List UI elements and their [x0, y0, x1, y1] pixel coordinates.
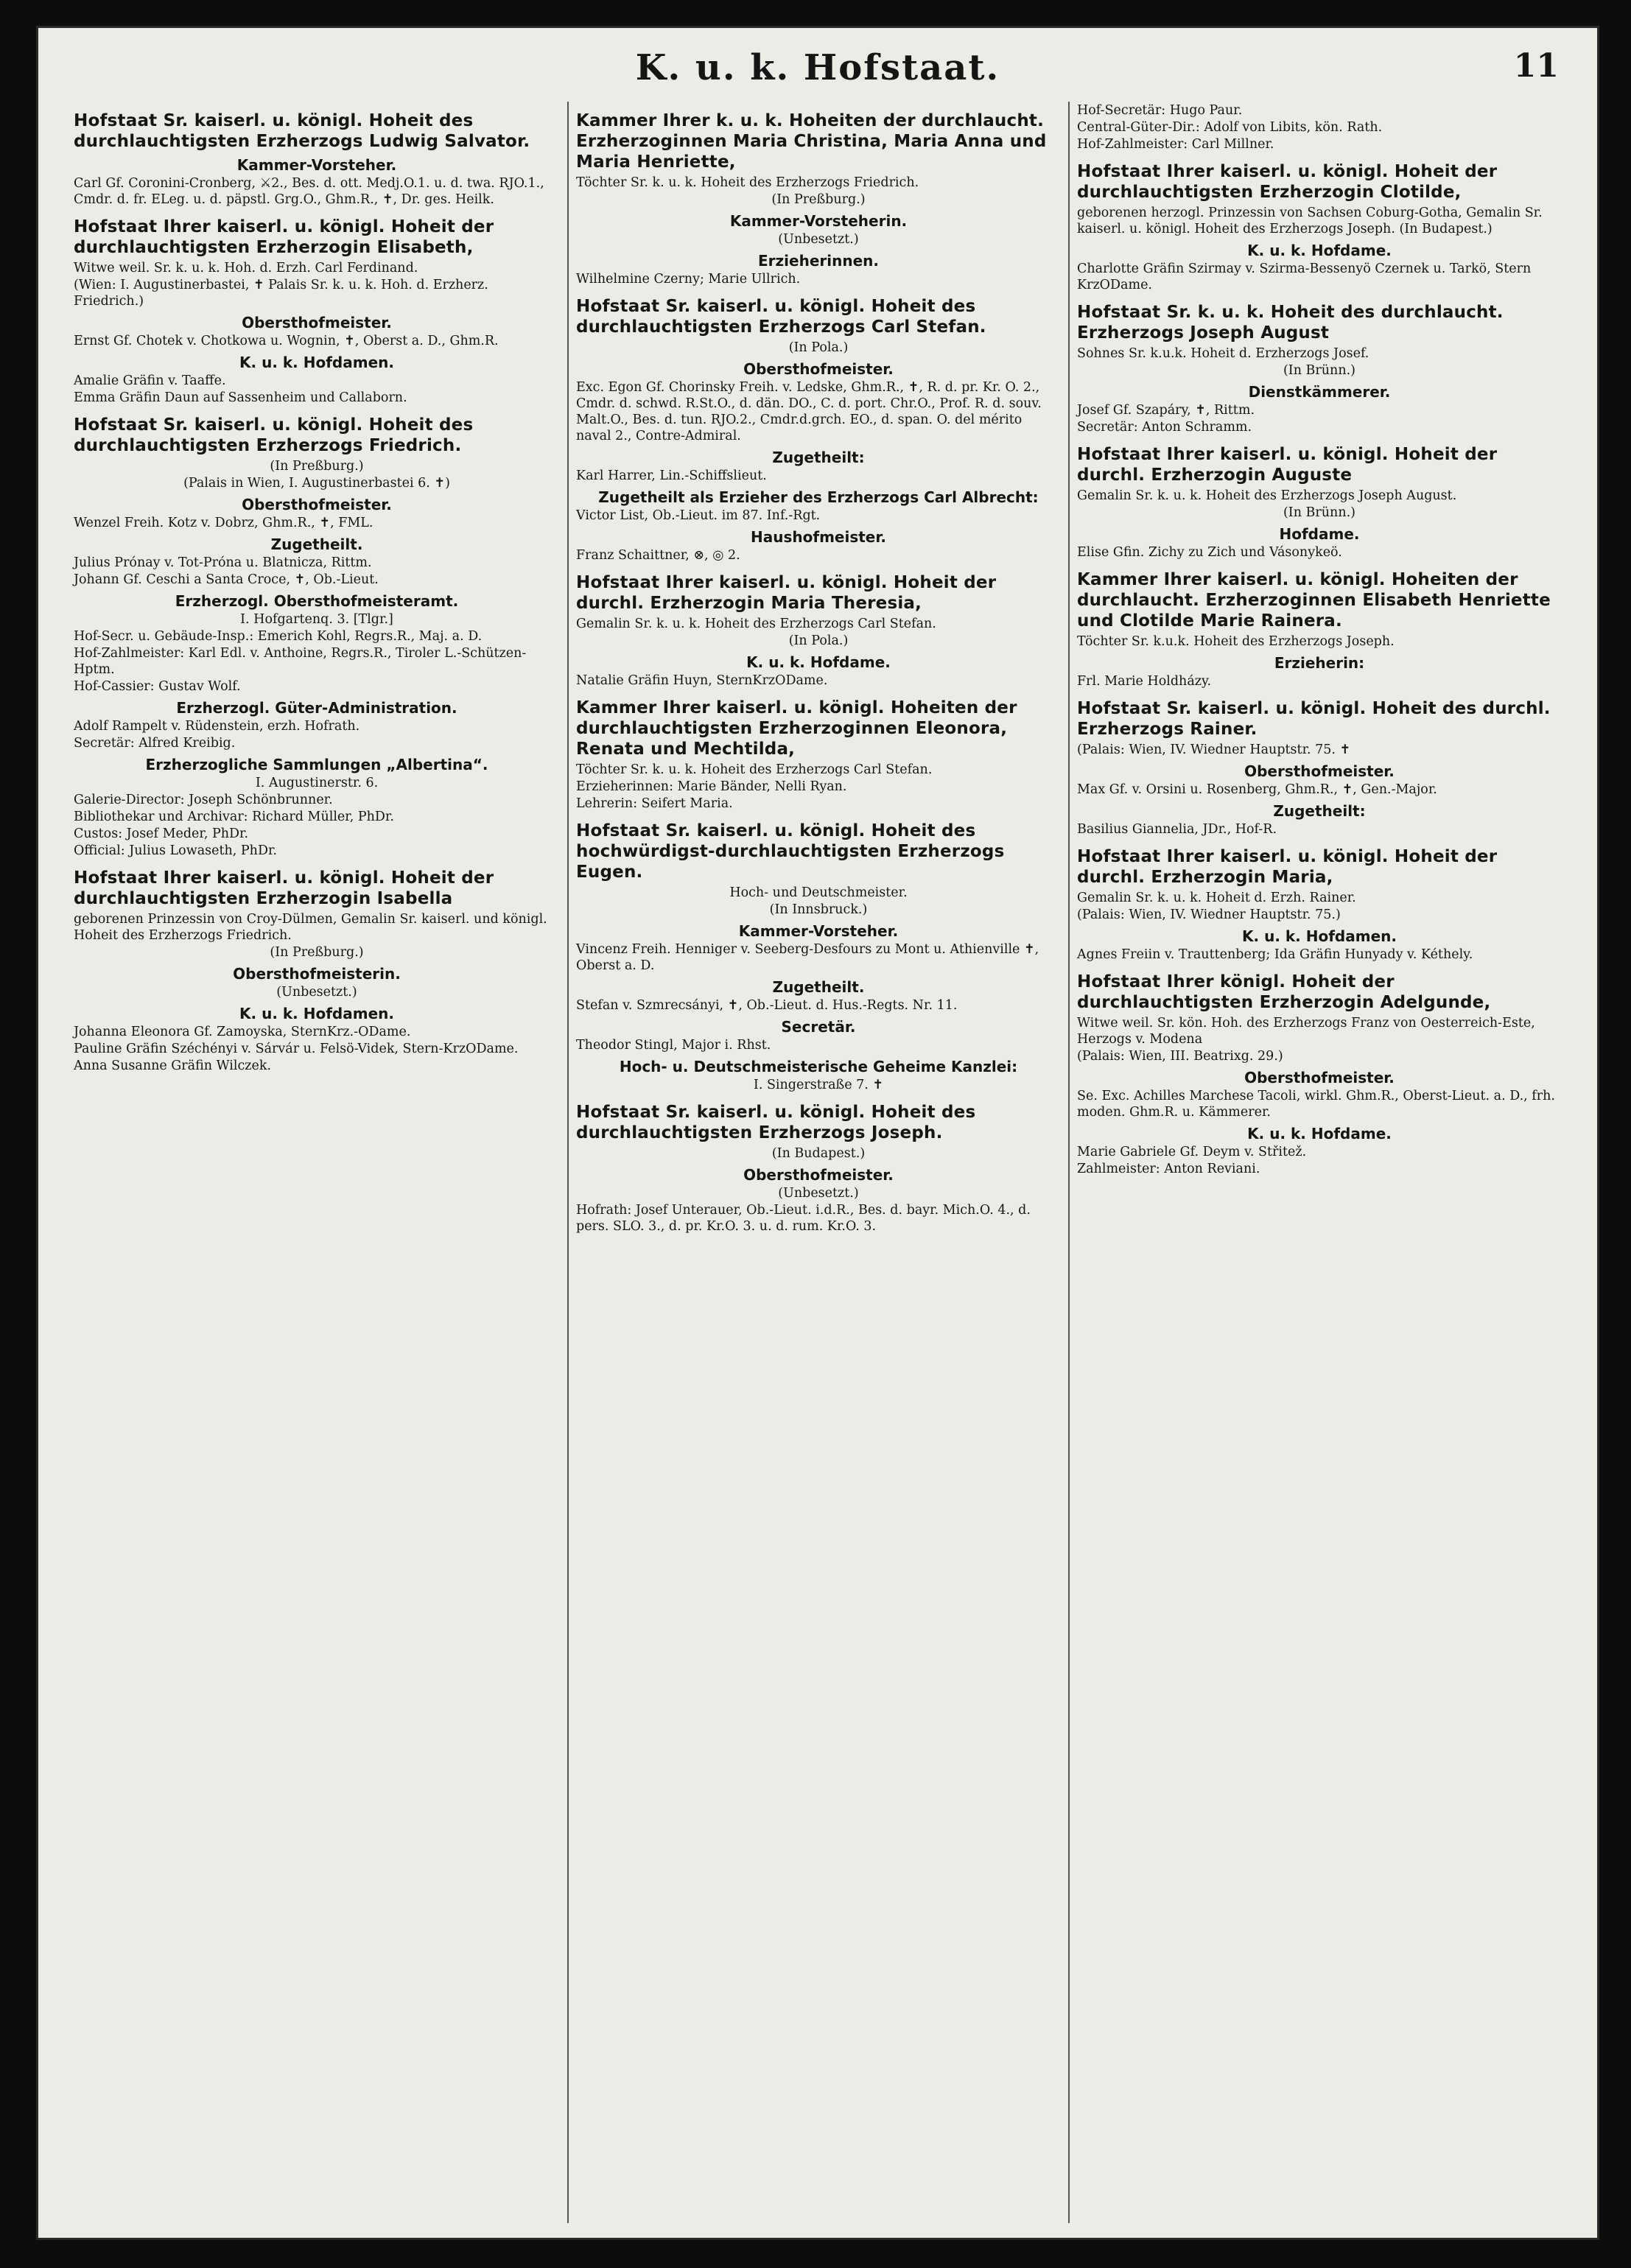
section-subheading: Hoch- u. Deutschmeisterische Geheime Kanzlei:: [619, 1058, 1018, 1075]
page: [38, 28, 1597, 2238]
entry-text: Töchter Sr. k.u.k. Hoheit des Erzherzogs Joseph.: [1077, 634, 1395, 649]
section-subheading: K. u. k. Hofdame.: [746, 653, 891, 671]
section-heading: Hofstaat Ihrer königl. Hoheit der durchlauchtigsten Erzherzogin Adelgunde,: [1077, 972, 1491, 1012]
entry-text: Max Gf. v. Orsini u. Rosenberg, Ghm.R., ✝, Gen.-Major.: [1077, 782, 1437, 797]
entry-text: Victor List, Ob.-Lieut. im 87. Inf.-Rgt.: [576, 508, 821, 523]
entry-text: Erzieherinnen: Marie Bänder, Nelli Ryan.: [576, 779, 847, 794]
section-heading: Hofstaat Ihrer kaiserl. u. königl. Hoheit der durchlauchtigsten Erzherzogin Elisabeth,: [74, 217, 494, 257]
section-heading: Hofstaat Ihrer kaiserl. u. königl. Hoheit der durchl. Erzherzogin Auguste: [1077, 445, 1498, 485]
note-text: (In Brünn.): [1283, 505, 1355, 520]
entry-text: Natalie Gräfin Huyn, SternKrzODame.: [576, 673, 828, 688]
section-heading: Hofstaat Sr. kaiserl. u. königl. Hoheit des durchlauchtigsten Erzherzogs Carl Stefan.: [576, 297, 986, 337]
section-heading: Hofstaat Ihrer kaiserl. u. königl. Hoheit der durchlauchtigsten Erzherzogin Clotilde,: [1077, 162, 1498, 202]
entry-text: Theodor Stingl, Major i. Rhst.: [576, 1038, 771, 1053]
note-text: (In Budapest.): [771, 1146, 866, 1161]
entry-text: (Palais: Wien, IV. Wiedner Hauptstr. 75. ✝: [1077, 742, 1351, 757]
section-heading: Hofstaat Sr. kaiserl. u. königl. Hoheit des durchlauchtigsten Erzherzogs Ludwig Salvator.: [74, 111, 530, 151]
entry-text: Töchter Sr. k. u. k. Hoheit des Erzherzogs Friedrich.: [576, 175, 919, 190]
note-text: (In Pola.): [788, 340, 849, 355]
section-heading: Hofstaat Ihrer kaiserl. u. königl. Hoheit der durchl. Erzherzogin Maria,: [1077, 847, 1498, 887]
section-subheading: Zugetheilt als Erzieher des Erzherzogs Carl Albrecht:: [598, 488, 1039, 506]
section-subheading: Kammer-Vorsteher.: [738, 922, 899, 940]
entry-text: Franz Schaittner, ⊗, ◎ 2.: [576, 548, 740, 563]
entry-text: Stefan v. Szmrecsányi, ✝, Ob.-Lieut. d. Hus.-Regts. Nr. 11.: [576, 998, 958, 1013]
section-heading: Hofstaat Ihrer kaiserl. u. königl. Hoheit der durchl. Erzherzogin Maria Theresia,: [576, 573, 997, 613]
entry-text: Galerie-Director: Joseph Schönbrunner.: [74, 793, 333, 807]
entry-text: Witwe weil. Sr. k. u. k. Hoh. d. Erzh. Carl Ferdinand.: [74, 261, 418, 275]
entry-text: (Palais: Wien, IV. Wiedner Hauptstr. 75.): [1077, 907, 1341, 922]
note-text: (In Innsbruck.): [769, 902, 868, 917]
entry-text: Anna Susanne Gräfin Wilczek.: [74, 1058, 272, 1073]
column-1: [66, 102, 567, 2223]
note-text: (Unbesetzt.): [778, 1186, 859, 1201]
entry-text: Secretär: Anton Schramm.: [1077, 420, 1252, 435]
text-columns: [66, 102, 1569, 2223]
section-subheading: Obersthofmeister.: [743, 1166, 894, 1184]
section-heading: Hofstaat Sr. kaiserl. u. königl. Hoheit des durchl. Erzherzogs Rainer.: [1077, 699, 1551, 739]
section-heading: Hofstaat Sr. kaiserl. u. königl. Hoheit des hochwürdigst-durchlauchtigsten Erzherzogs Eugen.: [576, 821, 1005, 882]
entry-text: Central-Güter-Dir.: Adolf von Libits, kön. Rath.: [1077, 120, 1383, 135]
entry-text: Witwe weil. Sr. kön. Hoh. des Erzherzogs Franz von Oesterreich-Este, Herzogs v. Modena: [1077, 1016, 1535, 1047]
note-text: Hoch- und Deutschmeister.: [729, 885, 908, 900]
note-text: (In Preßburg.): [270, 459, 364, 474]
entry-text: Elise Gfin. Zichy zu Zich und Vásonykeö.: [1077, 545, 1342, 560]
entry-text: Official: Julius Lowaseth, PhDr.: [74, 843, 277, 858]
note-text: (In Brünn.): [1283, 363, 1355, 378]
entry-text: Hof-Secretär: Hugo Paur.: [1077, 103, 1243, 118]
entry-text: Wilhelmine Czerny; Marie Ullrich.: [576, 272, 801, 287]
running-title: K. u. k. Hofstaat.: [635, 47, 1000, 88]
section-subheading: Kammer-Vorsteherin.: [729, 212, 908, 230]
section-subheading: K. u. k. Hofdamen.: [1242, 927, 1397, 945]
entry-text: geborenen herzogl. Prinzessin von Sachsen Coburg-Gotha, Gemalin Sr. kaiserl. u. königl. Hoheit des Erzherzogs Joseph. (In Budapest.): [1077, 206, 1543, 236]
page-header: [38, 41, 1597, 100]
entry-text: Johanna Eleonora Gf. Zamoyska, SternKrz.-ODame.: [74, 1025, 411, 1039]
entry-text: Agnes Freiin v. Trauttenberg; Ida Gräfin Hunyady v. Kéthely.: [1077, 947, 1473, 962]
entry-text: Frl. Marie Holdházy.: [1077, 674, 1212, 689]
section-subheading: Zugetheilt.: [270, 536, 363, 553]
section-subheading: Zugetheilt.: [772, 978, 865, 996]
address-text: I. Augustinerstr. 6.: [255, 776, 379, 790]
section-subheading: K. u. k. Hofdamen.: [239, 354, 394, 371]
entry-text: Töchter Sr. k. u. k. Hoheit des Erzherzogs Carl Stefan.: [576, 762, 933, 777]
section-subheading: Obersthofmeister.: [242, 314, 392, 331]
entry-text: Hof-Zahlmeister: Karl Edl. v. Anthoine, Regrs.R., Tiroler L.-Schützen-Hptm.: [74, 646, 527, 677]
section-subheading: K. u. k. Hofdame.: [1247, 242, 1392, 259]
section-subheading: Obersthofmeister.: [242, 496, 392, 513]
section-subheading: Haushofmeister.: [751, 528, 886, 546]
entry-text: Exc. Egon Gf. Chorinsky Freih. v. Ledske, Ghm.R., ✝, R. d. pr. Kr. O. 2., Cmdr. d. schwd. R.St.O., d. dän. DO., C. d. port. Chr.O., Prof. R. d. souv. Malt.O., Bes. d. tun. RJO.2., Cmdr.d.grch. EO., d. span. O. del mérito naval 2., Contre-Admiral.: [576, 380, 1042, 443]
entry-text: Julius Prónay v. Tot-Próna u. Blatnicza, Rittm.: [74, 555, 372, 570]
note-text: (Palais in Wien, I. Augustinerbastei 6. ✝): [183, 476, 450, 491]
note-text: (In Preßburg.): [270, 945, 364, 960]
entry-text: Hof-Cassier: Gustav Wolf.: [74, 679, 241, 694]
column-2: [567, 102, 1068, 2223]
entry-text: geborenen Prinzessin von Croy-Dülmen, Gemalin Sr. kaiserl. und königl. Hoheit des Erzherzogs Friedrich.: [74, 912, 547, 943]
entry-text: Bibliothekar und Archivar: Richard Müller, PhDr.: [74, 810, 394, 824]
entry-text: Ernst Gf. Chotek v. Chotkowa u. Wognin, ✝, Oberst a. D., Ghm.R.: [74, 334, 499, 348]
entry-text: Lehrerin: Seifert Maria.: [576, 796, 733, 811]
section-subheading: Erzherzogliche Sammlungen „Albertina“.: [145, 756, 488, 773]
section-heading: Hofstaat Sr. k. u. k. Hoheit des durchlaucht. Erzherzogs Joseph August: [1077, 303, 1504, 343]
note-text: (Unbesetzt.): [778, 232, 859, 247]
section-heading: Kammer Ihrer kaiserl. u. königl. Hoheiten der durchlaucht. Erzherzoginnen Elisabeth Henriette und Clotilde Marie Rainera.: [1077, 570, 1551, 631]
entry-text: Adolf Rampelt v. Rüdenstein, erzh. Hofrath.: [74, 719, 360, 734]
section-subheading: Obersthofmeister.: [1244, 1069, 1395, 1086]
address-text: I. Singerstraße 7. ✝: [753, 1078, 884, 1092]
section-subheading: Obersthofmeister.: [743, 360, 894, 378]
entry-text: Hofrath: Josef Unterauer, Ob.-Lieut. i.d.R., Bes. d. bayr. Mich.O. 4., d. pers. SLO. 3., d. pr. Kr.O. 3. u. d. rum. Kr.O. 3.: [576, 1203, 1031, 1234]
entry-text: Gemalin Sr. k. u. k. Hoheit d. Erzh. Rainer.: [1077, 891, 1356, 905]
section-subheading: Hofdame.: [1279, 525, 1360, 543]
section-subheading: Erzherzogl. Obersthofmeisteramt.: [175, 592, 459, 610]
entry-text: Marie Gabriele Gf. Deym v. Střitež.: [1077, 1145, 1307, 1159]
entry-text: Emma Gräfin Daun auf Sassenheim und Callaborn.: [74, 390, 407, 405]
entry-text: Karl Harrer, Lin.-Schiffslieut.: [576, 468, 767, 483]
section-subheading: Secretär.: [781, 1018, 856, 1036]
column-3: [1068, 102, 1569, 2223]
entry-text: Josef Gf. Szapáry, ✝, Rittm.: [1077, 403, 1255, 418]
entry-text: Gemalin Sr. k. u. k. Hoheit des Erzherzogs Carl Stefan.: [576, 617, 936, 631]
section-subheading: Erzherzogl. Güter-Administration.: [176, 699, 457, 717]
page-number: 11: [1513, 47, 1559, 85]
entry-text: Johann Gf. Ceschi a Santa Croce, ✝, Ob.-Lieut.: [74, 572, 379, 587]
note-text: (In Pola.): [788, 633, 849, 648]
entry-text: Sohnes Sr. k.u.k. Hoheit d. Erzherzogs Josef.: [1077, 346, 1369, 361]
entry-text: Wenzel Freih. Kotz v. Dobrz, Ghm.R., ✝, FML.: [74, 516, 373, 530]
entry-text: Basilius Giannelia, JDr., Hof-R.: [1077, 822, 1277, 837]
entry-text: Se. Exc. Achilles Marchese Tacoli, wirkl. Ghm.R., Oberst-Lieut. a. D., frh. moden. Ghm.R. u. Kämmerer.: [1077, 1089, 1555, 1120]
entry-text: Carl Gf. Coronini-Cronberg, ⚔2., Bes. d. ott. Medj.O.1. u. d. twa. RJO.1., Cmdr. d. fr. ELeg. u. d. päpstl. Grg.O., Ghm.R., ✝, Dr. ges. Heilk.: [74, 176, 544, 207]
entry-text: Hof-Secr. u. Gebäude-Insp.: Emerich Kohl, Regrs.R., Maj. a. D.: [74, 629, 483, 644]
section-subheading: K. u. k. Hofdamen.: [239, 1005, 394, 1022]
entry-text: Hof-Zahlmeister: Carl Millner.: [1077, 137, 1274, 152]
section-heading: Kammer Ihrer k. u. k. Hoheiten der durchlaucht. Erzherzoginnen Maria Christina, Maria Anna und Maria Henriette,: [576, 111, 1047, 172]
section-heading: Kammer Ihrer kaiserl. u. königl. Hoheiten der durchlauchtigsten Erzherzoginnen Eleonora, Renata und Mechtilda,: [576, 698, 1017, 759]
entry-text: Charlotte Gräfin Szirmay v. Szirma-Bessenyö Czernek u. Tarkö, Stern KrzODame.: [1077, 261, 1532, 292]
note-text: (In Preßburg.): [771, 192, 866, 207]
entry-text: Gemalin Sr. k. u. k. Hoheit des Erzherzogs Joseph August.: [1077, 488, 1457, 503]
note-text: (Unbesetzt.): [276, 985, 357, 1000]
section-heading: Hofstaat Sr. kaiserl. u. königl. Hoheit des durchlauchtigsten Erzherzogs Friedrich.: [74, 415, 474, 455]
section-subheading: Zugetheilt:: [1273, 802, 1366, 820]
section-subheading: Zugetheilt:: [772, 449, 865, 466]
section-subheading: Erzieherin:: [1274, 654, 1365, 672]
section-subheading: Obersthofmeister.: [1244, 762, 1395, 780]
entry-text: Secretär: Alfred Kreibig.: [74, 736, 236, 751]
section-subheading: Dienstkämmerer.: [1248, 383, 1391, 401]
entry-text: (Wien: I. Augustinerbastei, ✝ Palais Sr. k. u. k. Hoh. d. Erzherz. Friedrich.): [74, 278, 488, 309]
entry-text: Custos: Josef Meder, PhDr.: [74, 826, 249, 841]
entry-text: Zahlmeister: Anton Reviani.: [1077, 1162, 1260, 1176]
section-subheading: Erzieherinnen.: [758, 252, 879, 270]
entry-text: Vincenz Freih. Henniger v. Seeberg-Desfours zu Mont u. Athienville ✝, Oberst a. D.: [576, 942, 1039, 973]
entry-text: (Palais: Wien, III. Beatrixg. 29.): [1077, 1049, 1283, 1064]
section-subheading: Kammer-Vorsteher.: [236, 156, 397, 174]
section-subheading: Obersthofmeisterin.: [233, 965, 401, 983]
section-subheading: K. u. k. Hofdame.: [1247, 1125, 1392, 1142]
section-heading: Hofstaat Sr. kaiserl. u. königl. Hoheit des durchlauchtigsten Erzherzogs Joseph.: [576, 1103, 976, 1142]
entry-text: Pauline Gräfin Széchényi v. Sárvár u. Felsö-Videk, Stern-KrzODame.: [74, 1042, 519, 1056]
section-heading: Hofstaat Ihrer kaiserl. u. königl. Hoheit der durchlauchtigsten Erzherzogin Isabella: [74, 868, 494, 908]
entry-text: Amalie Gräfin v. Taaffe.: [74, 373, 226, 388]
address-text: I. Hofgartenq. 3. [Tlgr.]: [240, 612, 393, 627]
